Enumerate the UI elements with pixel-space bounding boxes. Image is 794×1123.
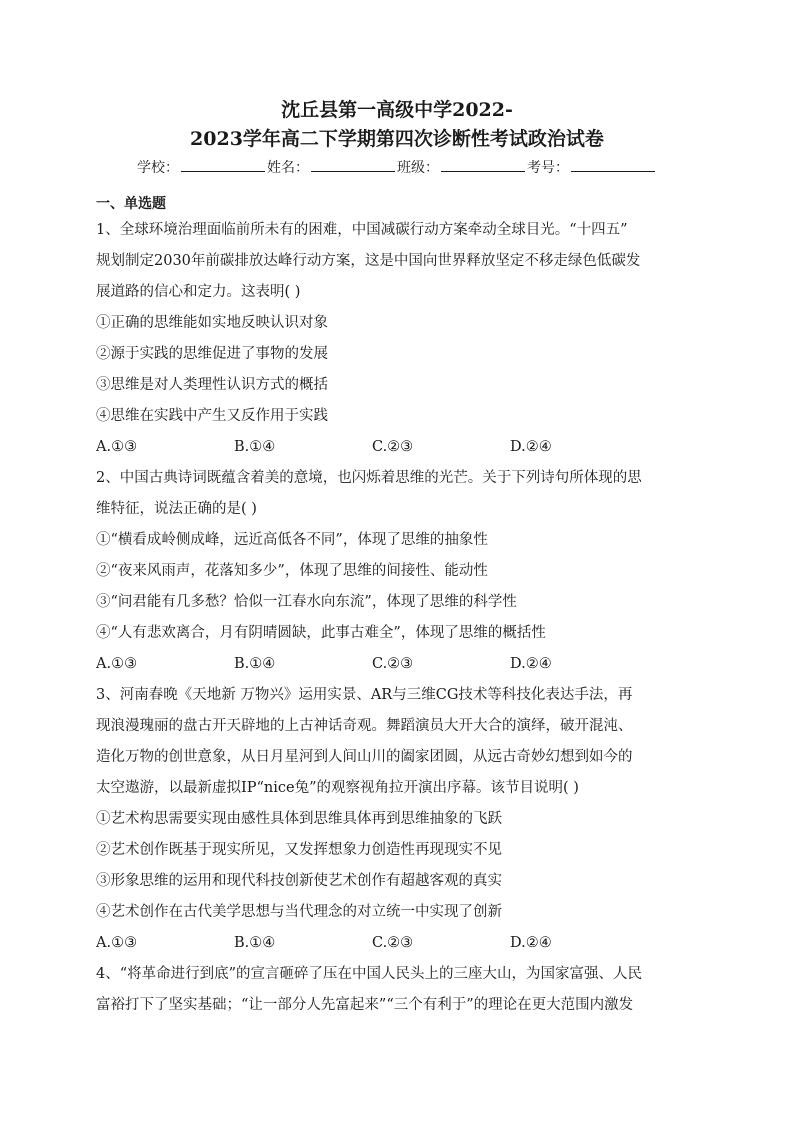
statement-option: ④艺术创作在古代美学思想与当代理念的对立统一中实现了创新 (96, 904, 502, 920)
statement-option: ③形象思维的运用和现代科技创新使艺术创作有超越客观的真实 (96, 873, 502, 889)
stem-line: 3、河南春晚《天地新 万物兴》运用实景、AR与三维CG技术等科技化表达手法，再 (96, 687, 633, 703)
student-info-row (96, 156, 698, 179)
statement-option: ②艺术创作既基于现实所见，又发挥想象力创造性再现现实不见 (96, 842, 502, 858)
statement-option: ③“问君能有几多愁？恰似一江春水向东流”，体现了思维的科学性 (96, 594, 517, 610)
name-field[interactable] (311, 156, 395, 172)
choice-a[interactable]: A.①③ (96, 656, 138, 672)
question-stem (96, 959, 698, 1021)
class-label: 班级： (397, 160, 439, 176)
choice-d[interactable]: D.②④ (510, 439, 552, 455)
answer-choices (96, 432, 698, 463)
question-2 (96, 463, 698, 680)
choice-c[interactable]: C.②③ (372, 656, 414, 672)
choice-c[interactable]: C.②③ (372, 935, 414, 951)
statement-option: ②“夜来风雨声，花落知多少”，体现了思维的间接性、能动性 (96, 563, 488, 579)
statement-option: ③思维是对人类理性认识方式的概括 (96, 377, 328, 393)
statement-option: ④思维在实践中产生又反作用于实践 (96, 408, 328, 424)
statement-option: ①艺术构思需要实现由感性具体到思维具体再到思维抽象的飞跃 (96, 811, 502, 827)
question-1 (96, 215, 698, 463)
stem-line: 维特征，说法正确的是( ) (96, 501, 257, 517)
choice-b[interactable]: B.①④ (234, 656, 276, 672)
choice-d[interactable]: D.②④ (510, 935, 552, 951)
statement-option: ②源于实践的思维促进了事物的发展 (96, 346, 328, 362)
question-stem (96, 680, 698, 804)
choice-b[interactable]: B.①④ (234, 439, 276, 455)
choice-a[interactable]: A.①③ (96, 439, 138, 455)
question-stem (96, 463, 698, 525)
statement-option: ①“横看成岭侧成峰，远近高低各不同”，体现了思维的抽象性 (96, 532, 488, 548)
answer-choices (96, 928, 698, 959)
stem-line: 规划制定2030年前碳排放达峰行动方案，这是中国向世界释放坚定不移走绿色低碳发 (96, 253, 641, 269)
choice-c[interactable]: C.②③ (372, 439, 414, 455)
answer-choices (96, 649, 698, 680)
title-line-1: 沈丘县第一高级中学2022- (281, 99, 513, 121)
choice-d[interactable]: D.②④ (510, 656, 552, 672)
exam-no-field[interactable] (571, 156, 655, 172)
name-label: 姓名： (267, 160, 309, 176)
school-field[interactable] (181, 156, 265, 172)
stem-line: 富裕打下了坚实基础；“让一部分人先富起来”“三个有利于”的理论在更大范围内激发 (96, 997, 634, 1013)
statement-option: ④“人有悲欢离合，月有阴晴圆缺，此事古难全”，体现了思维的概括性 (96, 625, 546, 641)
stem-line: 1、全球环境治理面临前所未有的困难，中国减碳行动方案牵动全球目光。“十四五” (96, 222, 628, 238)
exam-no-label: 考号： (527, 160, 569, 176)
stem-line: 4、“将革命进行到底”的宣言砸碎了压在中国人民头上的三座大山，为国家富强、人民 (96, 966, 643, 982)
question-3 (96, 680, 698, 959)
section-heading: 一、单选题 (96, 196, 166, 212)
choice-a[interactable]: A.①③ (96, 935, 138, 951)
title-line-2: 2023学年高二下学期第四次诊断性考试政治试卷 (190, 128, 604, 150)
stem-line: 太空遨游，以最新虚拟IP“nice兔”的观察视角拉开演出序幕。该节目说明( ) (96, 780, 579, 796)
stem-line: 2、中国古典诗词既蕴含着美的意境，也闪烁着思维的光芒。关于下列诗句所体现的思 (96, 470, 642, 486)
stem-line: 展道路的信心和定力。这表明( ) (96, 284, 301, 300)
choice-b[interactable]: B.①④ (234, 935, 276, 951)
question-4 (96, 959, 698, 1021)
stem-line: 现浪漫瑰丽的盘古开天辟地的上古神话奇观。舞蹈演员大开大合的演绎，破开混沌、 (96, 718, 633, 734)
school-label: 学校： (137, 160, 179, 176)
stem-line: 造化万物的创世意象，从日月星河到人间山川的阖家团圆，从远古奇妙幻想到如今的 (96, 749, 633, 765)
exam-title (96, 96, 698, 154)
question-stem (96, 215, 698, 308)
class-field[interactable] (441, 156, 525, 172)
statement-option: ①正确的思维能如实地反映认识对象 (96, 315, 328, 331)
